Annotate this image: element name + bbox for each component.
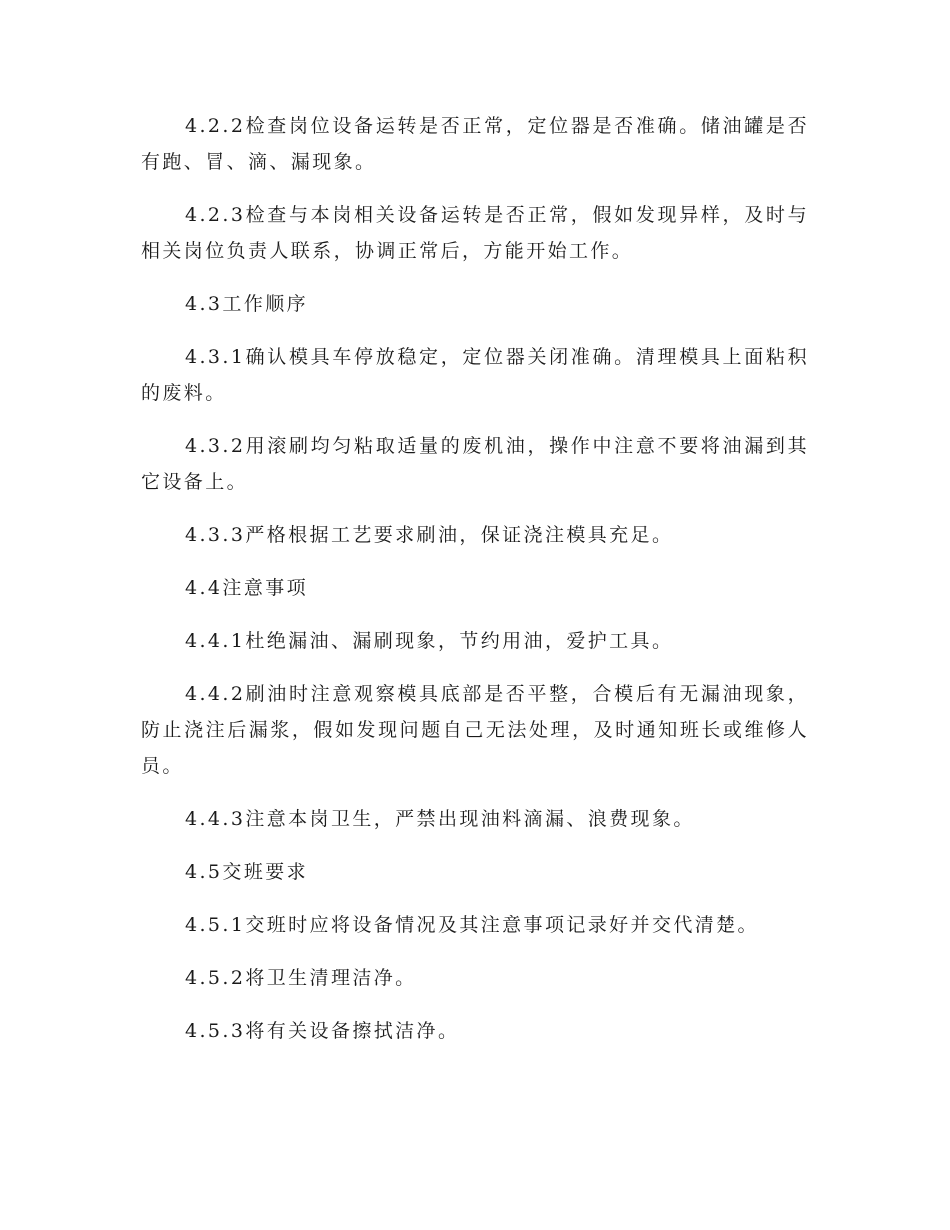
paragraph-4-5-2: 4.5.2将卫生清理洁净。 <box>185 967 417 989</box>
section-heading-4-4: 4.4注意事项 <box>185 577 309 599</box>
paragraph-4-5-1: 4.5.1交班时应将设备情况及其注意事项记录好并交代清楚。 <box>185 914 759 936</box>
paragraph-4-4-2: 4.4.2刷油时注意观察模具底部是否平整，合模后有无漏油现象，防止浇注后漏浆，假如发现问题自己无法处理，及时通知班长或维修人员。 <box>141 683 809 777</box>
paragraph-4-3-2: 4.3.2用滚刷均匀粘取适量的废机油，操作中注意不要将油漏到其它设备上。 <box>141 435 809 493</box>
paragraph-4-4-3: 4.4.3注意本岗卫生，严禁出现油料滴漏、浪费现象。 <box>185 808 695 830</box>
paragraph-4-2-2: 4.2.2检查岗位设备运转是否正常，定位器是否准确。储油罐是否有跑、冒、滴、漏现象。 <box>141 115 809 173</box>
section-heading-4-3: 4.3工作顺序 <box>185 293 309 315</box>
document-body <box>141 108 809 1066</box>
paragraph-4-3-3: 4.3.3严格根据工艺要求刷油，保证浇注模具充足。 <box>185 524 674 546</box>
section-heading-4-5: 4.5交班要求 <box>185 861 309 883</box>
paragraph-4-5-3: 4.5.3将有关设备擦拭洁净。 <box>185 1020 460 1042</box>
paragraph-4-3-1: 4.3.1确认模具车停放稳定，定位器关闭准确。清理模具上面粘积的废料。 <box>141 346 809 404</box>
paragraph-4-2-3: 4.2.3检查与本岗相关设备运转是否正常，假如发现异样，及时与相关岗位负责人联系，协调正常后，方能开始工作。 <box>141 204 809 262</box>
paragraph-4-4-1: 4.4.1杜绝漏油、漏刷现象，节约用油，爱护工具。 <box>185 630 674 652</box>
